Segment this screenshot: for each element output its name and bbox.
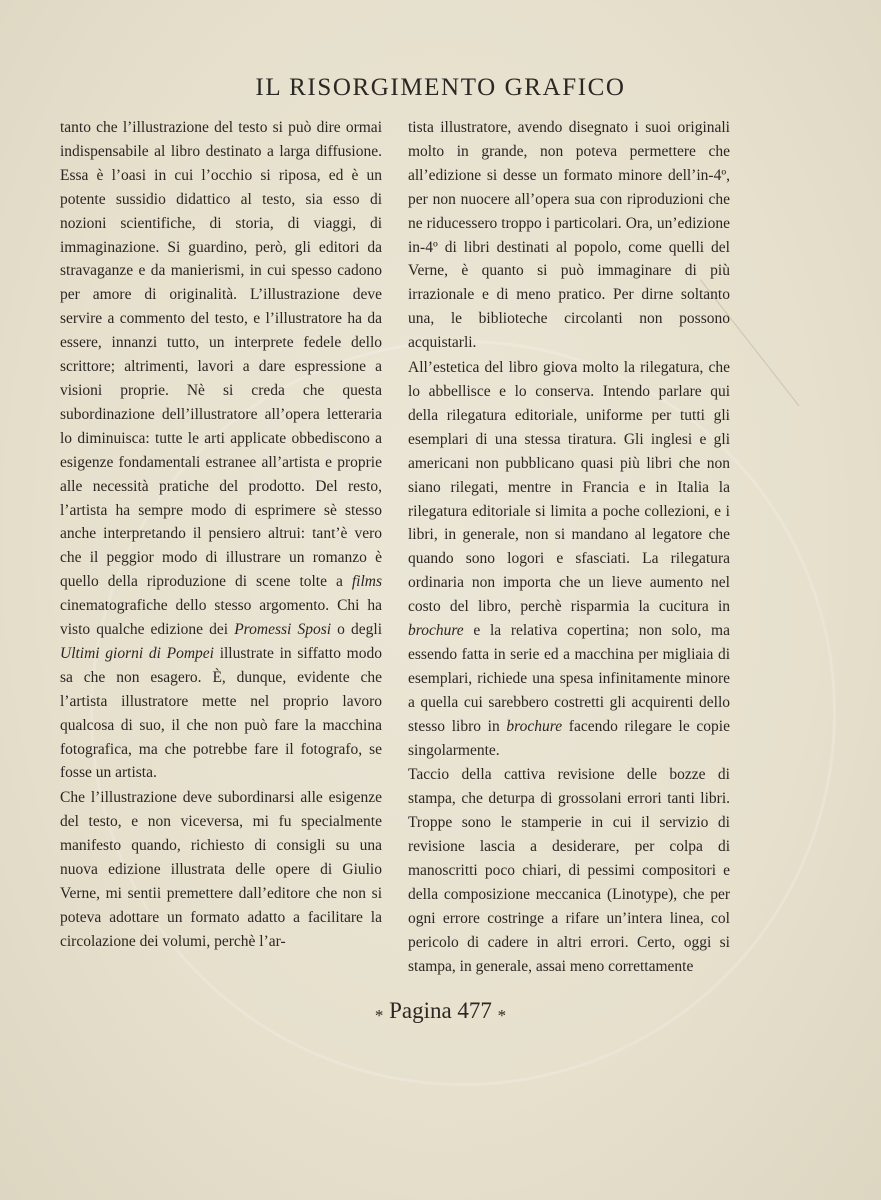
italic-run: Promessi Sposi [234,621,332,639]
text-run: o degli [331,621,383,639]
right-paragraph-1: tista illustratore, avendo disegnato i suoi originali molto in grande, non poteva permettere che all’edizione si desse un formato minore dell’in-4º, per non nuocere all’opera sua con riproduzioni che ne riducessero troppo i particolari. Ora, un’edizione in-4º di libri destinati al popolo, come quelli del Verne, è quanto si può immaginare di più irrazionale e di meno pratico. Per dirne soltanto una, le biblioteche circolanti non possono acquistarli. [408,119,730,352]
left-column [60,116,382,954]
italic-run: brochure [506,717,563,735]
right-column [408,116,730,979]
page-footer [0,998,881,1024]
text-run: All’estetica del libro giova molto la rilegatura, che lo abbellisce e lo conserva. Intendo parlare qui della rilegatura editoriale, uniforme per tutti gli esemplari di una stessa tiratura. Gli inglesi e gli americani non pubblicano quasi più libri che non siano rilegati, mentre in Francia e in Italia la rilegatura editoriale si limita a poche collezioni, e i libri, in generale, non si mandano al legatore che quando sono logori e sfasciati. La rilegatura ordinaria non importa che un lieve aumento nel costo del libro, perchè risparmia la cucitura in [408,359,730,616]
page-number: Pagina 477 [389,998,492,1023]
text-run: e la relativa copertina; non solo, ma essendo fatta in serie ed a macchina per migliaia di esemplari, richiede una spesa infinitamente minore a quella cui sarebbero costretti gli acquirenti dello stesso libro in [408,622,730,735]
running-header: IL RISORGIMENTO GRAFICO [255,74,626,101]
star-ornament-right: * [497,1006,507,1025]
italic-run: Ultimi giorni di Pompei [60,644,214,662]
italic-run: brochure [408,622,464,640]
star-ornament-left: * [374,1006,384,1025]
left-paragraph-1 [60,116,382,785]
italic-run: films [351,573,382,591]
right-paragraph-3: Taccio della cattiva revisione delle bozze di stampa, che deturpa di grossolani errori tanti libri. Troppe sono le stamperie in cui il servizio di revisione lascia a desiderare, per colpa di manoscritti poco chiari, di pessimi compositori e della composizione meccanica (Linotype), che per ogni errore costringe a rifare un’intera linea, col pericolo di cadere in altri errori. Certo, oggi si stampa, in generale, assai meno correttamente [408,766,730,975]
right-paragraph-2 [408,356,730,762]
text-run: cinematografiche dello stesso argomento. Chi ha visto qualche edizione dei [60,597,382,639]
text-run: illustrate in siffatto modo sa che non esagero. È, dunque, evidente che l’artista illustratore mette nel proprio lavoro qualcosa di suo, il che non può fare la macchina fotografica, ma che potrebbe fare il fotografo, se fosse un artista. [60,644,382,782]
left-paragraph-2: Che l’illustrazione deve subordinarsi alle esigenze del testo, e non viceversa, mi fu specialmente manifesto quando, richiesto di consigli su una nuova edizione illustrata delle opere di Giulio Verne, mi sentii premettere dall’editore che non si poteva adottare un formato adatto a facilitare la circolazione dei volumi, perchè l’ar- [60,789,382,950]
text-run: tanto che l’illustrazione del testo si può dire ormai indispensabile al libro destinato a larga diffusione. Essa è l’oasi in cui l’occhio si riposa, ed è un potente sussidio didattico al testo, sia esso di nozioni scientifiche, di storia, di viaggi, di immaginazione. Si guardino, però, gli editori da stravaganze e da manierismi, in cui spesso cadono per amore di originalità. L’illustrazione deve servire a commento del testo, e l’illustratore ha da essere, innanzi tutto, un interprete fedele dello scrittore; altrimenti, lavori a dare espressione a visioni proprie. Nè si creda che questa subordinazione dell’illustratore all’opera letteraria lo diminuisca: tutte le arti applicate obbediscono a esigenze fondamentali estranee all’artista e proprie alle necessità pratiche del prodotto. Del resto, l’artista ha sempre modo di esprimere sè stesso anche interpretando il pensiero altrui: tant’è vero che il peggior modo di illustrare un romanzo è quello della riproduzione di scene tolte a [60,119,382,591]
text-run: facendo rilegare le copie singolarmente. [408,717,730,759]
